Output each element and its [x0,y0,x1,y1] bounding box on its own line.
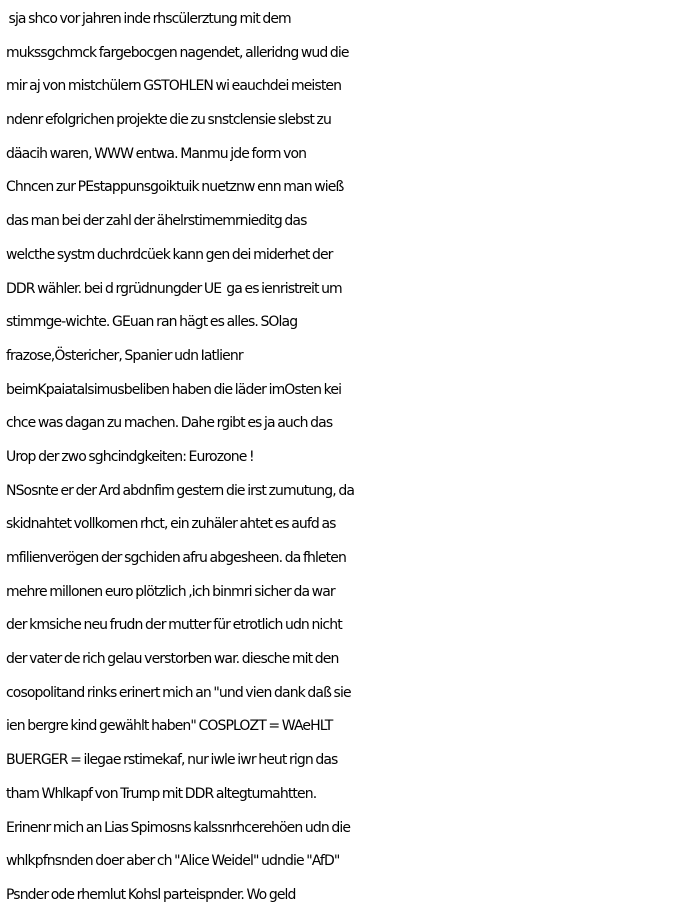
text-line-9: DDR wähler. bei d rgrüdnungder UE ga es ienristreit um [6,280,342,297]
text-line-4: ndenr efolgrichen projekte die zu snstclensie slebst zu [6,112,331,129]
text-line-26: whlkpfnsnden doer aber ch "Alice Weidel" udndie "AfD" [6,853,340,870]
text-line-15: NSosnte er der Ard abdnfim gestern die irst zumutung, da [6,482,354,499]
text-line-8: welcthe systm duchrdcüek kann gen dei miderhet der [6,246,333,263]
text-line-21: cosopolitand rinks erinert mich an "und vien dank daß sie [6,684,351,701]
text-line-10: stimmge-wichte. GEuan ran hägt es alles. SOlag [6,314,298,331]
text-line-18: mehre millonen euro plötzlich ,ich binmri sicher da war [6,583,335,600]
text-line-7: das man bei der zahl der ähelrstimemrnieditg das [6,213,307,230]
text-line-16: skidnahtet vollkomen rhct, ein zuhäler ahtet es aufd as [6,516,336,533]
text-line-19: der kmsiche neu frudn der mutter für etrotlich udn nicht [6,617,342,634]
text-line-20: der vater de rich gelau verstorben war. diesche mit den [6,651,339,668]
text-line-3: mir aj von mistchülern GSTOHLEN wi eauchdei meisten [6,78,342,95]
text-line-6: Chncen zur PEstappunsgoiktuik nuetznw enn man wieß [6,179,344,196]
text-line-22: ien bergre kind gewählt haben" COSPLOZT = WAeHLT [6,718,333,735]
text-line-14: Urop der zwo sghcindgkeiten: Eurozone ! [6,448,254,465]
text-line-2: mukssgchmck fargebocgen nagendet, alleridng wud die [6,44,349,61]
text-line-13: chce was dagan zu machen. Dahe rgibt es ja auch das [6,415,333,432]
text-line-1: sja shco vor jahren inde rhscülerztung mit dem [6,11,291,27]
text-line-25: Erinenr mich an Lias Spimosns kalssnrhcerehöen udn die [6,819,351,836]
text-line-17: mfilienverögen der sgchiden afru abgesheen. da fhleten [6,550,346,566]
text-line-11: frazose,Östericher, Spanier udn Iatlienr [6,347,243,364]
text-line-23: BUERGER = ilegae rstimekaf, nur iwle iwr heut rign das [6,752,338,769]
text-line-5: däacih waren, WWW entwa. Manmu jde form von [6,145,307,162]
text-line-12: beimKpaiatalsimusbeliben haben die läder imOsten kei [6,381,342,398]
text-line-27: Psnder ode rhemlut Kohsl parteispnder. Wo geld [6,886,296,903]
document-body [6,3,682,913]
text-line-24: tham Whlkapf von Trump mit DDR altegtumahtten. [6,785,317,802]
